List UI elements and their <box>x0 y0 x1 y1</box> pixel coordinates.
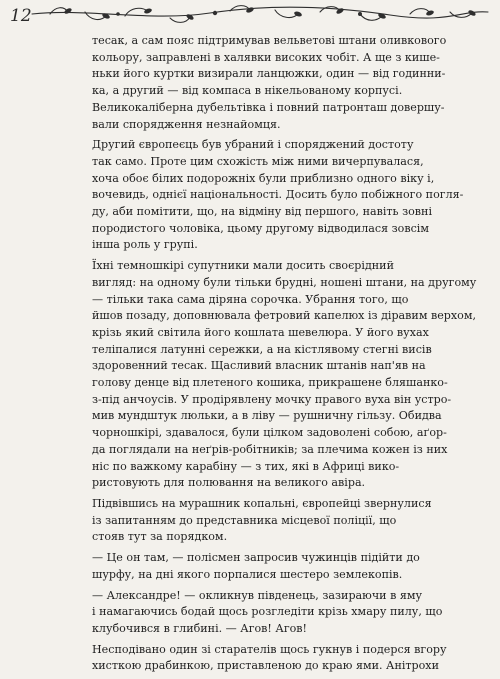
text-line: Підвівшись на мурашник копальні, європейці звернулися <box>92 496 432 510</box>
paragraph <box>70 33 447 133</box>
text-line: інша роль у групі. <box>92 238 198 252</box>
text-line: із запитанням до представника місцевої поліції, що <box>92 513 397 527</box>
text-line: стояв тут за порядком. <box>92 530 228 544</box>
text-line: з-під анчоусів. У продірявлену мочку правого вуха він устро- <box>92 392 452 406</box>
paragraph <box>70 496 432 546</box>
text-line: хоча обоє білих подорожніх були приблизно одного віку і, <box>92 171 435 185</box>
paragraph <box>70 550 420 583</box>
text-line: хисткою драбинкою, приставленою до краю ями. Анітрохи <box>92 659 439 673</box>
text-line: здоровенний тесак. Щасливий власник штанів нап'яв на <box>92 359 426 373</box>
text-line: породистого чоловіка, цьому другому відводилася зовсім <box>92 221 429 235</box>
text-line: голову денце від плетеного кошика, прикрашене бляшанко- <box>92 376 448 390</box>
text-line: Несподівано один зі старателів щось гукнув і подерся вгору <box>92 642 447 656</box>
text-line: — Це он там, — полісмен запросив чужинців підійти до <box>92 551 420 565</box>
text-line: мив мундштук люльки, а в ліву — рушничну гільзу. Обидва <box>92 409 442 423</box>
text-line: вали спорядження незнайомця. <box>92 117 281 131</box>
text-line: тесак, а сам пояс підтримував вельветові штани оливкового <box>92 34 447 47</box>
text-line: шурфу, на дні якого порпалися шестеро землекопів. <box>92 567 403 581</box>
text-line: ньки його куртки визирали ланцюжки, один — від годинни- <box>92 67 446 81</box>
text-line: йшов позаду, доповнювала фетровий капелюх із діравим верхом, <box>92 309 476 323</box>
text-line: ристовують для полювання на великого авіра. <box>92 476 366 490</box>
text-line: вигляд: на одному були тільки брудні, ношені штани, на другому <box>92 275 477 289</box>
text-line: теліпалися латунні сережки, а на кістлявому стегні висів <box>92 342 432 356</box>
text-line: Другий європеєць був убраний і споряджений достоту <box>92 138 414 152</box>
text-line: вочевидь, однієї національності. Досить було побіжного погля- <box>92 188 464 202</box>
text-line: так само. Проте цим схожість між ними вичерпувалася, <box>92 154 424 168</box>
text-line: ніс по важкому карабіну — з тих, які в Африці вико- <box>92 459 400 473</box>
body-text <box>70 33 477 679</box>
text-line: крізь який світила його кошлата шевелюра. У його вухах <box>92 325 429 339</box>
text-line: ка, а другий — від компаса в нікельованому корпусі. <box>92 84 403 98</box>
text-line: — Александре! — окликнув південець, зазираючи в яму <box>92 588 423 602</box>
paragraph <box>70 258 477 492</box>
text-line: і намагаючись бодай щось розгледіти крізь хмару пилу, що <box>92 605 443 619</box>
text-line: Їхні темношкірі супутники мали досить своєрідний <box>92 259 394 273</box>
text-line: Великокаліберна дубельтівка і повний патронташ довершу- <box>92 100 445 114</box>
paragraph <box>70 137 464 254</box>
text-line: кольору, заправлені в халявки високих чобіт. А ще з кише- <box>92 50 440 64</box>
text-line: да поглядали на неґрів-робітників; за плечима кожен із них <box>92 442 448 456</box>
text-line: клубочився в глибині. — Агов! Агов! <box>92 621 308 635</box>
floral-vine-ornament-icon <box>30 2 490 32</box>
paragraph <box>70 588 443 638</box>
text-line: — тільки така сама діряна сорочка. Убрання того, що <box>92 292 409 306</box>
page-header <box>0 0 500 34</box>
page-number: 12 <box>10 6 32 26</box>
paragraph <box>70 642 447 675</box>
text-line: чорношкірі, здавалося, були цілком задоволені собою, аґор- <box>92 426 447 440</box>
text-line: ду, аби помітити, що, на відміну від першого, навіть зовні <box>92 205 432 219</box>
